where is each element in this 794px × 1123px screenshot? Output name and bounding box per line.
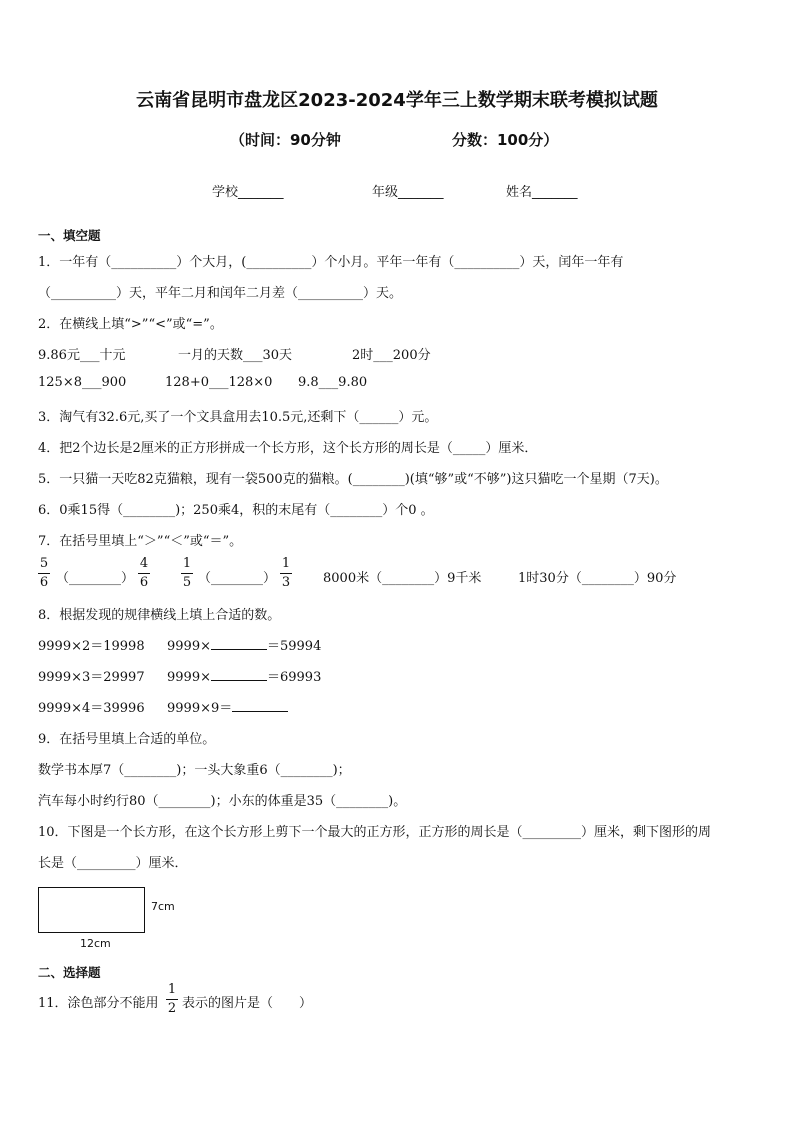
fraction-numerator: 4 (139, 556, 149, 571)
question-2-a: 9.86元___十元 (38, 348, 126, 363)
q8-text: 9999× (167, 670, 211, 685)
question-6: 6．0乘15得（________)；250乘4，积的末尾有（________）个0 。 (38, 503, 434, 518)
fraction-denominator: 3 (281, 575, 291, 590)
q7-item-3: 8000米（________）9千米 (323, 571, 482, 586)
page-title: 云南省昆明市盘龙区2023-2024学年三上数学期末联考模拟试题 (136, 90, 658, 111)
rectangle-height-label: 7cm (151, 900, 175, 913)
q7-blank-2: （________） (198, 571, 277, 586)
fraction-1-5 (181, 556, 193, 591)
question-1-line-2: （__________）天，平年二月和闰年二月差（__________）天。 (38, 286, 403, 301)
section-fill-blank: 一、填空题 (38, 228, 101, 243)
q8-row-2-a: 9999×3＝29997 (38, 670, 145, 685)
q7-blank-1: （________） (56, 571, 135, 586)
question-11-prefix: 11．涂色部分不能用 (38, 996, 159, 1011)
fraction-denominator: 2 (167, 1001, 177, 1016)
question-7-title: 7．在括号里填上“＞”“＜”或“＝”。 (38, 534, 243, 549)
question-2-title: 2．在横线上填“>”“<”或“=”。 (38, 317, 223, 332)
fraction-4-6 (138, 556, 150, 591)
fraction-numerator: 1 (167, 982, 177, 997)
question-9-line-2: 汽车每小时约行80（________)；小东的体重是35（________)。 (38, 794, 407, 809)
rectangle-width-label: 12cm (80, 937, 111, 950)
name-field: 姓名_______ (506, 185, 578, 200)
question-9-line-1: 数学书本厚7（________)；一头大象重6（________)； (38, 763, 351, 778)
question-8-title: 8．根据发现的规律横线上填上合适的数。 (38, 608, 281, 623)
question-2-b: 一月的天数___30天 (178, 348, 293, 363)
section-multiple-choice: 二、选择题 (38, 965, 101, 980)
school-field: 学校_______ (212, 185, 284, 200)
q8-text: ＝69993 (266, 670, 322, 685)
fraction-numerator: 1 (182, 556, 192, 571)
fraction-numerator: 1 (281, 556, 291, 571)
fraction-numerator: 5 (39, 556, 49, 571)
question-2-d: 125×8___900 (38, 375, 127, 390)
question-2-c: 2时___200分 (352, 348, 431, 363)
question-3: 3．淘气有32.6元,买了一个文具盒用去10.5元,还剩下（______）元。 (38, 410, 438, 425)
fraction-1-2 (166, 982, 178, 1017)
question-2-f: 9.8___9.80 (298, 375, 368, 390)
question-10-line-1: 10．下图是一个长方形，在这个长方形上剪下一个最大的正方形，正方形的周长是（_________）厘米，剩下图形的周 (38, 825, 712, 840)
q8-text: 9999×9＝ (167, 701, 233, 716)
fraction-denominator: 6 (139, 575, 149, 590)
question-9-title: 9．在括号里填上合适的单位。 (38, 732, 216, 747)
question-10-line-2: 长是（_________）厘米． (38, 856, 188, 871)
q8-row-1-a: 9999×2＝19998 (38, 639, 145, 654)
q8-row-3-b (167, 697, 288, 716)
q8-row-1-b (167, 635, 321, 654)
q8-text: ＝59994 (266, 639, 322, 654)
rectangle-figure (38, 887, 145, 933)
question-1-line-1: 1．一年有（__________）个大月，(__________）个小月。平年一年有（__________）天，闰年一年有 (38, 255, 624, 270)
q7-item-4: 1时30分（________）90分 (518, 571, 677, 586)
question-11-suffix: 表示的图片是（ ） (182, 996, 313, 1011)
exam-score: 分数：100分） (452, 131, 559, 149)
fraction-denominator: 6 (39, 575, 49, 590)
grade-field: 年级_______ (372, 185, 444, 200)
fraction-denominator: 5 (182, 575, 192, 590)
question-4: 4．把2个边长是2厘米的正方形拼成一个长方形，这个长方形的周长是（_____）厘米． (38, 441, 538, 456)
q8-row-3-a: 9999×4＝39996 (38, 701, 145, 716)
q8-text: 9999× (167, 639, 211, 654)
fraction-5-6 (38, 556, 50, 591)
question-5: 5．一只猫一天吃82克猫粮，现有一袋500克的猫粮。(________)(填“够”或“不够”)这只猫吃一个星期（7天)。 (38, 472, 668, 487)
exam-time: （时间：90分钟 (230, 131, 341, 149)
fraction-1-3 (280, 556, 292, 591)
q8-row-2-b (167, 666, 321, 685)
question-2-e: 128+0___128×0 (165, 375, 273, 390)
